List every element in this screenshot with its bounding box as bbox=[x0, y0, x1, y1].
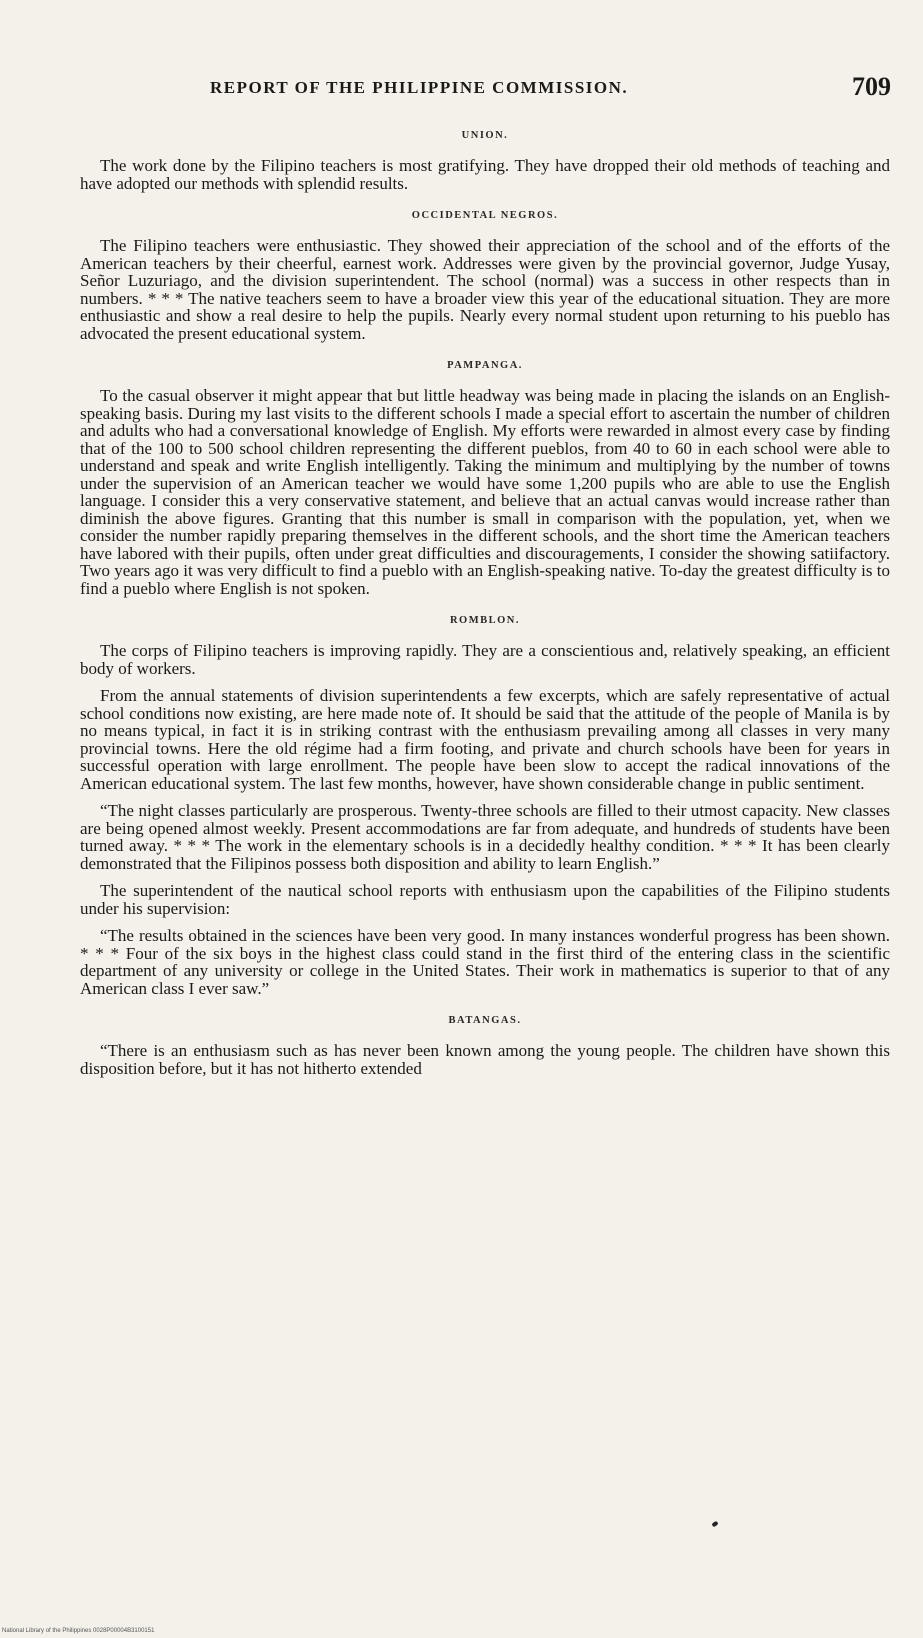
paragraph: The superintendent of the nautical school reports with enthusiasm upon the capabilities of the Filipino students under his supervision: bbox=[80, 881, 890, 918]
paragraph: The Filipino teachers were enthusiastic. They showed their appreciation of the school and of the efforts of the American teachers by their cheerful, earnest work. Addresses were given by the provincial governor, Judge Yusay, Señor Luzuriago, and the division superintendent. The school (normal) was a success in other respects than in numbers. * * * The native teachers seem to have a broader view this year of the educational situation. They are more enthusiastic and show a real desire to help the pupils. Nearly every normal student upon returning to his pueblo has advocated the present educational system. bbox=[80, 236, 890, 343]
page-number: 709 bbox=[852, 72, 891, 101]
section-heading: ROMBLON. bbox=[449, 615, 521, 626]
section-batangas bbox=[80, 1015, 890, 1077]
quote-paragraph: “The results obtained in the sciences have been very good. In many instances wonderful progress has been shown. * * * Four of the six boys in the highest class could stand in the first third of the entering class in the scientific department of any university or college in the United States. Their work in mathematics is superior to that of any American class I ever saw.” bbox=[80, 926, 890, 998]
running-title: REPORT OF THE PHILIPPINE COMMISSION. bbox=[210, 78, 629, 97]
paragraph: To the casual observer it might appear that but little headway was being made in placing the islands on an English-speaking basis. During my last visits to the different schools I made a special effort to ascertain the number of children and adults who had a conversational knowledge of English. My efforts were rewarded in almost every case by finding that of the 100 to 500 school children representing the different pueblos, from 40 to 60 in each school were able to understand and speak and write English intelligently. Taking the minimum and multiplying by the number of towns under the supervision of an American teacher we would have some 1,200 pupils who are able to use the English language. I consider this a very conservative statement, and believe that an actual canvas would increase rather than diminish the above figures. Granting that this number is small in comparison with the population, yet, when we consider the number rapidly preparing themselves in the different schools, and the short time the American teachers have labored with their pupils, often under great difficulties and discouragements, I consider the showing satiifactory. Two years ago it was very difficult to find a pueblo with an English-speaking native. To-day the greatest difficulty is to find a pueblo where English is not spoken. bbox=[80, 386, 890, 598]
paragraph: The work done by the Filipino teachers is most gratifying. They have dropped their old methods of teaching and have adopted our methods with splendid results. bbox=[80, 156, 890, 193]
paragraph: From the annual statements of division superintendents a few excerpts, which are safely representative of actual school conditions now existing, are here made note of. It should be said that the attitude of the people of Manila is by no means typical, in fact it is in striking contrast with the enthusiasm prevailing among all classes in very many provincial towns. Here the old régime had a firm footing, and private and church schools have been for years in successful operation with large enrollment. The people have been slow to accept the radical innovations of the American educational system. The last few months, however, have shown considerable change in public sentiment. bbox=[80, 686, 890, 793]
section-pampanga bbox=[80, 360, 890, 597]
quote-paragraph: “There is an enthusiasm such as has never been known among the young people. The children have shown this disposition before, but it has not hitherto extended bbox=[80, 1041, 890, 1078]
paragraph: The corps of Filipino teachers is improving rapidly. They are a conscientious and, relatively speaking, an efficient body of workers. bbox=[80, 641, 890, 678]
quote-paragraph: “The night classes particularly are prosperous. Twenty-three schools are filled to their utmost capacity. New classes are being opened almost weekly. Present accommodations are far from adequate, and hundreds of students have been turned away. * * * The work in the elementary schools is in a decidedly healthy condition. * * * It has been clearly demonstrated that the Filipinos possess both disposition and ability to learn English.” bbox=[80, 801, 890, 873]
scan-footer: National Library of the Philippines 0028P00004B3100151 bbox=[2, 1628, 155, 1634]
section-union bbox=[80, 130, 890, 192]
section-heading: OCCIDENTAL NEGROS. bbox=[411, 210, 559, 221]
section-romblon bbox=[80, 615, 890, 997]
page-body bbox=[80, 120, 890, 1087]
section-heading: PAMPANGA. bbox=[447, 360, 523, 371]
page-header bbox=[60, 72, 891, 106]
section-heading: UNION. bbox=[461, 130, 509, 141]
section-heading: BATANGAS. bbox=[448, 1015, 522, 1026]
ink-mark bbox=[711, 1521, 718, 1528]
section-occidental-negros bbox=[80, 210, 890, 342]
